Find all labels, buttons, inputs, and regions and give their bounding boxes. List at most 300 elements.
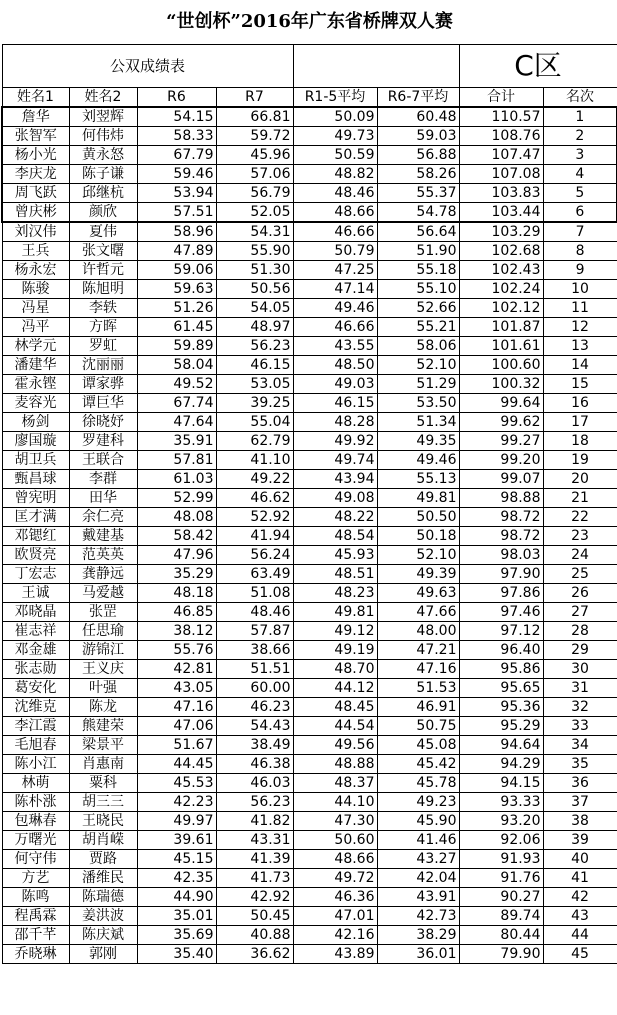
- table-row: [2, 736, 617, 755]
- table-cell: 39.61: [137, 831, 216, 850]
- table-row: [2, 432, 617, 451]
- column-header: R6-7平均: [377, 88, 459, 108]
- table-cell: 2: [543, 127, 617, 146]
- table-cell: 李群: [69, 470, 137, 489]
- table-cell: 53.50: [377, 394, 459, 413]
- table-cell: 夏伟: [69, 222, 137, 242]
- table-cell: 47.89: [137, 242, 216, 261]
- table-cell: 张智军: [2, 127, 69, 146]
- table-cell: 52.66: [377, 299, 459, 318]
- table-cell: 102.12: [459, 299, 543, 318]
- table-row: [2, 127, 617, 146]
- table-cell: 47.64: [137, 413, 216, 432]
- table-cell: 51.53: [377, 679, 459, 698]
- table-cell: 59.03: [377, 127, 459, 146]
- table-cell: 35: [543, 755, 617, 774]
- table-cell: 49.08: [293, 489, 377, 508]
- table-row: [2, 184, 617, 203]
- table-row: [2, 888, 617, 907]
- table-cell: 32: [543, 698, 617, 717]
- table-cell: 49.73: [293, 127, 377, 146]
- table-cell: 49.35: [377, 432, 459, 451]
- table-cell: 38.29: [377, 926, 459, 945]
- table-cell: 95.65: [459, 679, 543, 698]
- table-cell: 陈小江: [2, 755, 69, 774]
- table-cell: 49.46: [377, 451, 459, 470]
- table-cell: 101.87: [459, 318, 543, 337]
- table-cell: 51.30: [216, 261, 293, 280]
- table-cell: 47.16: [377, 660, 459, 679]
- table-row: [2, 375, 617, 394]
- table-cell: 戴建基: [69, 527, 137, 546]
- table-cell: 姜洪波: [69, 907, 137, 926]
- table-cell: 欧贤亮: [2, 546, 69, 565]
- table-cell: 58.96: [137, 222, 216, 242]
- table-cell: 48.46: [293, 184, 377, 203]
- table-cell: 马爱越: [69, 584, 137, 603]
- table-cell: 48.45: [293, 698, 377, 717]
- table-cell: 107.47: [459, 146, 543, 165]
- table-cell: 67.74: [137, 394, 216, 413]
- table-cell: 35.91: [137, 432, 216, 451]
- table-cell: 粟科: [69, 774, 137, 793]
- table-cell: 廖国璇: [2, 432, 69, 451]
- table-cell: 98.88: [459, 489, 543, 508]
- table-row: [2, 869, 617, 888]
- table-cell: 22: [543, 508, 617, 527]
- table-cell: 44.54: [293, 717, 377, 736]
- table-cell: 102.68: [459, 242, 543, 261]
- table-row: [2, 489, 617, 508]
- table-cell: 张志勋: [2, 660, 69, 679]
- table-cell: 叶强: [69, 679, 137, 698]
- table-cell: 51.26: [137, 299, 216, 318]
- table-cell: 54.05: [216, 299, 293, 318]
- table-cell: 98.72: [459, 508, 543, 527]
- table-cell: 46.36: [293, 888, 377, 907]
- table-cell: 35.40: [137, 945, 216, 964]
- table-row: [2, 603, 617, 622]
- table-cell: 罗虹: [69, 337, 137, 356]
- table-cell: 58.26: [377, 165, 459, 184]
- table-cell: 97.46: [459, 603, 543, 622]
- table-row: [2, 508, 617, 527]
- table-cell: 45.90: [377, 812, 459, 831]
- page-title: “世创杯”2016年广东省桥牌双人赛: [2, 0, 617, 45]
- table-cell: 41.39: [216, 850, 293, 869]
- table-cell: 龚静远: [69, 565, 137, 584]
- table-cell: 陈旭明: [69, 280, 137, 299]
- table-cell: 45: [543, 945, 617, 964]
- table-cell: 55.21: [377, 318, 459, 337]
- table-cell: 余仁亮: [69, 508, 137, 527]
- table-cell: 周飞跃: [2, 184, 69, 203]
- table-cell: 陈龙: [69, 698, 137, 717]
- table-cell: 8: [543, 242, 617, 261]
- table-cell: 14: [543, 356, 617, 375]
- table-cell: 44: [543, 926, 617, 945]
- table-row: [2, 584, 617, 603]
- column-header: R7: [216, 88, 293, 108]
- table-cell: 57.51: [137, 203, 216, 223]
- table-cell: 51.34: [377, 413, 459, 432]
- table-cell: 36.01: [377, 945, 459, 964]
- table-cell: 程禹霖: [2, 907, 69, 926]
- table-cell: 57.81: [137, 451, 216, 470]
- table-cell: 46.38: [216, 755, 293, 774]
- table-cell: 50.50: [377, 508, 459, 527]
- table-cell: 43: [543, 907, 617, 926]
- table-cell: 冯星: [2, 299, 69, 318]
- table-cell: 49.22: [216, 470, 293, 489]
- table-cell: 53.94: [137, 184, 216, 203]
- table-cell: 48.66: [293, 850, 377, 869]
- table-cell: 1: [543, 107, 617, 127]
- table-cell: 44.12: [293, 679, 377, 698]
- table-cell: 42.81: [137, 660, 216, 679]
- table-cell: 48.37: [293, 774, 377, 793]
- table-cell: 48.28: [293, 413, 377, 432]
- table-cell: 52.10: [377, 546, 459, 565]
- table-cell: 曾庆彬: [2, 203, 69, 223]
- table-cell: 杨剑: [2, 413, 69, 432]
- table-cell: 万曙光: [2, 831, 69, 850]
- table-cell: 邓金雄: [2, 641, 69, 660]
- table-row: [2, 793, 617, 812]
- table-cell: 94.15: [459, 774, 543, 793]
- table-cell: 51.08: [216, 584, 293, 603]
- table-cell: 陈朴涨: [2, 793, 69, 812]
- table-cell: 46.91: [377, 698, 459, 717]
- table-cell: 何伟炜: [69, 127, 137, 146]
- table-cell: 99.64: [459, 394, 543, 413]
- table-cell: 41.73: [216, 869, 293, 888]
- table-cell: 38.12: [137, 622, 216, 641]
- table-cell: 10: [543, 280, 617, 299]
- table-cell: 54.31: [216, 222, 293, 242]
- table-cell: 51.90: [377, 242, 459, 261]
- table-cell: 43.94: [293, 470, 377, 489]
- table-cell: 41.82: [216, 812, 293, 831]
- table-cell: 46.66: [293, 222, 377, 242]
- table-cell: 50.79: [293, 242, 377, 261]
- table-cell: 92.06: [459, 831, 543, 850]
- table-row: [2, 337, 617, 356]
- table-cell: 35.69: [137, 926, 216, 945]
- table-row: [2, 146, 617, 165]
- table-cell: 陈骏: [2, 280, 69, 299]
- table-cell: 21: [543, 489, 617, 508]
- table-cell: 36.62: [216, 945, 293, 964]
- table-cell: 49.63: [377, 584, 459, 603]
- table-row: [2, 812, 617, 831]
- table-cell: 王义庆: [69, 660, 137, 679]
- table-cell: 47.21: [377, 641, 459, 660]
- table-cell: 29: [543, 641, 617, 660]
- table-cell: 50.09: [293, 107, 377, 127]
- table-row: [2, 622, 617, 641]
- table-cell: 48.08: [137, 508, 216, 527]
- table-cell: 30: [543, 660, 617, 679]
- table-cell: 42.16: [293, 926, 377, 945]
- column-header: R6: [137, 88, 216, 108]
- table-cell: 52.10: [377, 356, 459, 375]
- table-cell: 103.83: [459, 184, 543, 203]
- table-cell: 41.46: [377, 831, 459, 850]
- column-header: R1-5平均: [293, 88, 377, 108]
- table-cell: 13: [543, 337, 617, 356]
- table-cell: 57.06: [216, 165, 293, 184]
- column-header: 合计: [459, 88, 543, 108]
- table-cell: 18: [543, 432, 617, 451]
- table-cell: 49.92: [293, 432, 377, 451]
- table-row: [2, 850, 617, 869]
- table-cell: 50.45: [216, 907, 293, 926]
- table-cell: 王诚: [2, 584, 69, 603]
- table-cell: 46.03: [216, 774, 293, 793]
- table-cell: 麦容光: [2, 394, 69, 413]
- table-cell: 23: [543, 527, 617, 546]
- table-cell: 91.76: [459, 869, 543, 888]
- table-cell: 罗建科: [69, 432, 137, 451]
- table-cell: 58.42: [137, 527, 216, 546]
- table-cell: 49.72: [293, 869, 377, 888]
- table-cell: 谭家骅: [69, 375, 137, 394]
- table-cell: 邓锶红: [2, 527, 69, 546]
- table-cell: 56.24: [216, 546, 293, 565]
- table-cell: 55.13: [377, 470, 459, 489]
- table-cell: 谭巨华: [69, 394, 137, 413]
- table-cell: 49.81: [377, 489, 459, 508]
- table-cell: 49.74: [293, 451, 377, 470]
- table-row: [2, 470, 617, 489]
- table-cell: 55.76: [137, 641, 216, 660]
- table-cell: 毛旭春: [2, 736, 69, 755]
- table-cell: 99.07: [459, 470, 543, 489]
- table-cell: 43.91: [377, 888, 459, 907]
- table-cell: 50.59: [293, 146, 377, 165]
- table-cell: 15: [543, 375, 617, 394]
- table-cell: 107.08: [459, 165, 543, 184]
- table-cell: 98.72: [459, 527, 543, 546]
- table-cell: 43.31: [216, 831, 293, 850]
- table-cell: 沈维克: [2, 698, 69, 717]
- table-cell: 47.30: [293, 812, 377, 831]
- zone-label: C区: [459, 45, 617, 88]
- table-row: [2, 413, 617, 432]
- table-cell: 100.60: [459, 356, 543, 375]
- table-row: [2, 107, 617, 127]
- table-row: [2, 945, 617, 964]
- table-cell: 59.46: [137, 165, 216, 184]
- table-cell: 甄昌球: [2, 470, 69, 489]
- table-cell: 24: [543, 546, 617, 565]
- table-row: [2, 165, 617, 184]
- table-cell: 56.23: [216, 793, 293, 812]
- table-cell: 49.81: [293, 603, 377, 622]
- table-cell: 42.23: [137, 793, 216, 812]
- table-cell: 47.25: [293, 261, 377, 280]
- table-cell: 103.44: [459, 203, 543, 223]
- table-cell: 张罡: [69, 603, 137, 622]
- table-cell: 38.66: [216, 641, 293, 660]
- table-row: [2, 660, 617, 679]
- table-cell: 沈丽丽: [69, 356, 137, 375]
- table-cell: 55.18: [377, 261, 459, 280]
- table-cell: 游锦江: [69, 641, 137, 660]
- table-cell: 93.20: [459, 812, 543, 831]
- table-cell: 54.15: [137, 107, 216, 127]
- table-cell: 54.43: [216, 717, 293, 736]
- table-cell: 66.81: [216, 107, 293, 127]
- table-cell: 46.15: [293, 394, 377, 413]
- table-cell: 48.50: [293, 356, 377, 375]
- table-row: [2, 318, 617, 337]
- table-cell: 丁宏志: [2, 565, 69, 584]
- table-cell: 王兵: [2, 242, 69, 261]
- table-cell: 9: [543, 261, 617, 280]
- table-cell: 51.67: [137, 736, 216, 755]
- subtitle: 公双成绩表: [2, 45, 293, 88]
- table-row: [2, 261, 617, 280]
- table-cell: 47.66: [377, 603, 459, 622]
- table-cell: 肖惠南: [69, 755, 137, 774]
- table-cell: 36: [543, 774, 617, 793]
- table-cell: 101.61: [459, 337, 543, 356]
- table-cell: 陈庆斌: [69, 926, 137, 945]
- table-cell: 50.60: [293, 831, 377, 850]
- table-cell: 林学元: [2, 337, 69, 356]
- table-cell: 19: [543, 451, 617, 470]
- table-cell: 52.99: [137, 489, 216, 508]
- table-cell: 陈鸣: [2, 888, 69, 907]
- table-cell: 67.79: [137, 146, 216, 165]
- table-cell: 葛安化: [2, 679, 69, 698]
- table-cell: 胡卫兵: [2, 451, 69, 470]
- table-cell: 59.89: [137, 337, 216, 356]
- table-cell: 熊建荣: [69, 717, 137, 736]
- table-row: [2, 831, 617, 850]
- table-cell: 42.92: [216, 888, 293, 907]
- table-cell: 51.51: [216, 660, 293, 679]
- table-cell: 方艺: [2, 869, 69, 888]
- table-cell: 59.63: [137, 280, 216, 299]
- table-cell: 95.86: [459, 660, 543, 679]
- table-cell: 34: [543, 736, 617, 755]
- table-cell: 49.52: [137, 375, 216, 394]
- table-cell: 96.40: [459, 641, 543, 660]
- table-cell: 胡三三: [69, 793, 137, 812]
- table-cell: 48.88: [293, 755, 377, 774]
- table-cell: 98.03: [459, 546, 543, 565]
- table-cell: 55.90: [216, 242, 293, 261]
- table-cell: 45.96: [216, 146, 293, 165]
- table-cell: 38: [543, 812, 617, 831]
- table-row: [2, 242, 617, 261]
- table-cell: 33: [543, 717, 617, 736]
- table-cell: 89.74: [459, 907, 543, 926]
- table-cell: 包琳春: [2, 812, 69, 831]
- table-cell: 43.89: [293, 945, 377, 964]
- table-cell: 49.97: [137, 812, 216, 831]
- table-cell: 59.06: [137, 261, 216, 280]
- table-cell: 102.24: [459, 280, 543, 299]
- table-cell: 49.19: [293, 641, 377, 660]
- table-cell: 93.33: [459, 793, 543, 812]
- table-cell: 94.29: [459, 755, 543, 774]
- table-cell: 张文曙: [69, 242, 137, 261]
- table-cell: 徐晓妤: [69, 413, 137, 432]
- table-row: [2, 203, 617, 223]
- table-cell: 40: [543, 850, 617, 869]
- table-cell: 62.79: [216, 432, 293, 451]
- table-cell: 26: [543, 584, 617, 603]
- table-cell: 何守伟: [2, 850, 69, 869]
- table-cell: 99.62: [459, 413, 543, 432]
- table-cell: 11: [543, 299, 617, 318]
- column-header: 姓名1: [2, 88, 69, 108]
- table-cell: 49.12: [293, 622, 377, 641]
- table-cell: 邓晓晶: [2, 603, 69, 622]
- table-cell: 50.75: [377, 717, 459, 736]
- table-cell: 41: [543, 869, 617, 888]
- table-row: [2, 451, 617, 470]
- table-cell: 5: [543, 184, 617, 203]
- results-table: [1, 0, 617, 964]
- table-body: [2, 107, 617, 964]
- table-cell: 45.78: [377, 774, 459, 793]
- table-cell: 潘建华: [2, 356, 69, 375]
- table-cell: 50.18: [377, 527, 459, 546]
- table-cell: 41.10: [216, 451, 293, 470]
- table-row: [2, 717, 617, 736]
- table-cell: 110.57: [459, 107, 543, 127]
- table-cell: 108.76: [459, 127, 543, 146]
- table-cell: 42.35: [137, 869, 216, 888]
- table-cell: 方晖: [69, 318, 137, 337]
- header-row: [2, 88, 617, 108]
- table-cell: 35.01: [137, 907, 216, 926]
- table-cell: 56.79: [216, 184, 293, 203]
- table-cell: 47.06: [137, 717, 216, 736]
- table-row: [2, 299, 617, 318]
- table-cell: 102.43: [459, 261, 543, 280]
- table-cell: 45.42: [377, 755, 459, 774]
- table-cell: 46.23: [216, 698, 293, 717]
- table-cell: 95.29: [459, 717, 543, 736]
- table-row: [2, 394, 617, 413]
- table-cell: 4: [543, 165, 617, 184]
- table-cell: 49.03: [293, 375, 377, 394]
- table-row: [2, 565, 617, 584]
- table-cell: 16: [543, 394, 617, 413]
- table-cell: 44.45: [137, 755, 216, 774]
- table-cell: 林萌: [2, 774, 69, 793]
- table-row: [2, 222, 617, 242]
- table-cell: 47.01: [293, 907, 377, 926]
- table-cell: 乔晓琳: [2, 945, 69, 964]
- table-cell: 匡才满: [2, 508, 69, 527]
- table-cell: 27: [543, 603, 617, 622]
- table-cell: 范英英: [69, 546, 137, 565]
- table-cell: 80.44: [459, 926, 543, 945]
- table-cell: 56.23: [216, 337, 293, 356]
- table-cell: 3: [543, 146, 617, 165]
- table-cell: 58.04: [137, 356, 216, 375]
- table-cell: 99.20: [459, 451, 543, 470]
- subtitle-blank: [293, 45, 459, 88]
- table-cell: 52.05: [216, 203, 293, 223]
